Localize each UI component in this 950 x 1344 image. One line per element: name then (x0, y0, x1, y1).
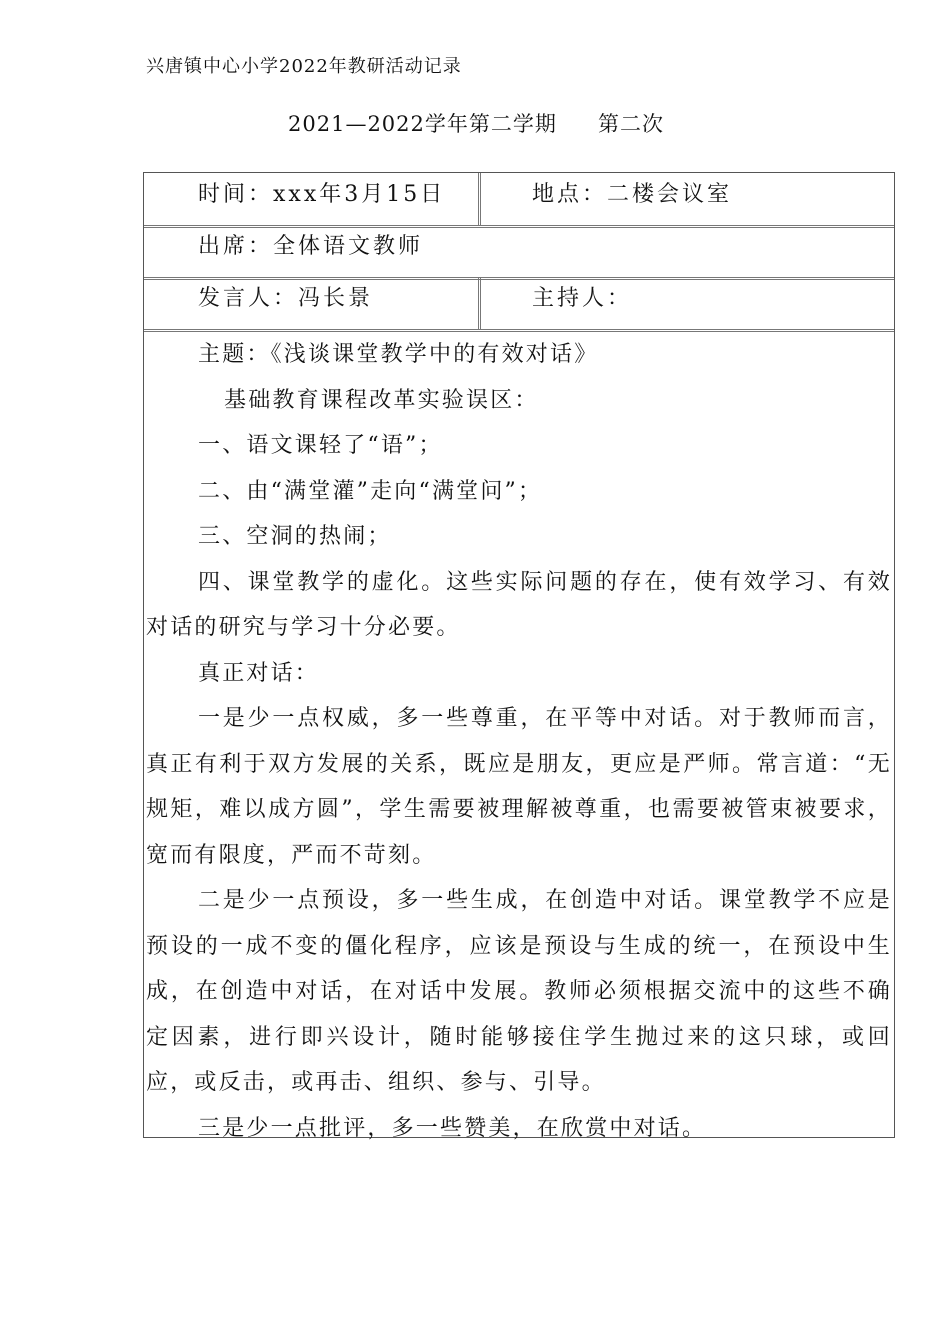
time-cell: 时间：xxx年3月15日 (198, 182, 446, 207)
column-divider (478, 277, 481, 329)
dialogue-heading: 真正对话： (198, 660, 320, 686)
table-row-attendees (144, 225, 894, 280)
misconception-item: 四、课堂教学的虚化。这些实际问题的存在，使有效学习、有效对话的研究与学习十分必要。 (146, 569, 892, 640)
column-divider (478, 173, 481, 225)
term-label: 2021—2022学年第二学期 (288, 112, 557, 136)
host-cell: 主持人： (532, 286, 633, 311)
dialogue-point: 三是少一点批评，多一些赞美，在欣赏中对话。 (198, 1115, 707, 1141)
misconception-item: 二、由“满堂灌”走向“满堂问”； (198, 478, 543, 504)
school-record-title: 兴唐镇中心小学2022年教研活动记录 (146, 56, 462, 77)
misconception-item: 一、语文课轻了“语”； (198, 433, 443, 458)
misconception-item: 三、空洞的热闹； (198, 524, 392, 549)
session-label: 第二次 (598, 112, 664, 136)
topic-line: 主题：《浅谈课堂教学中的有效对话》 (198, 342, 599, 367)
location-cell: 地点：二楼会议室 (532, 182, 733, 207)
dialogue-point: 一是少一点权威，多一些尊重，在平等中对话。对于教师而言，真正有利于双方发展的关系，既应是朋友，更应是严师。常言道：“无规矩，难以成方圆”，学生需要被理解被尊重，也需要被管束被要求，宽而有限度，严而不苛刻。 (146, 706, 892, 868)
record-table (143, 172, 895, 1141)
dialogue-point: 二是少一点预设，多一些生成，在创造中对话。课堂教学不应是预设的一成不变的僵化程序，应该是预设与生成的统一，在预设中生成，在创造中对话，在对话中发展。教师必须根据交流中的这些不确定因素，进行即兴设计，随时能够接住学生抛过来的这只球，或回应，或反击，或再击、组织、参与、引导。 (146, 888, 892, 1095)
table-row-time-location (144, 173, 894, 228)
speaker-cell: 发言人：冯长景 (198, 286, 374, 311)
misconceptions-heading: 基础教育课程改革实验误区： (224, 387, 539, 413)
content-cell (146, 332, 892, 1151)
attendees-cell: 出席：全体语文教师 (198, 234, 424, 259)
table-row-speaker-host (144, 277, 894, 332)
